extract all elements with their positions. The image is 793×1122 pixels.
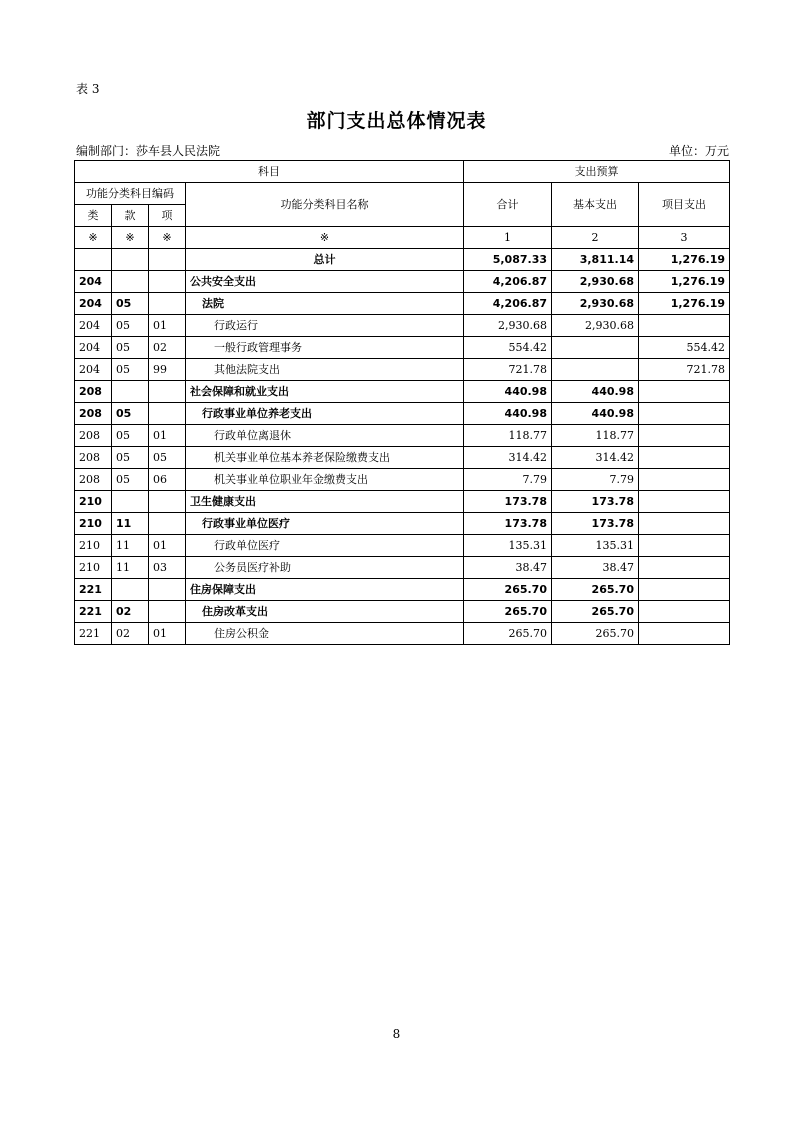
code-xiang-cell <box>149 271 186 293</box>
project-cell: 1,276.19 <box>639 249 730 271</box>
code-kuan-cell <box>112 271 149 293</box>
code-kuan-cell: 05 <box>112 469 149 491</box>
table-row <box>75 601 730 623</box>
basic-cell <box>552 359 639 381</box>
mark-cell: ※ <box>75 227 112 249</box>
table-row <box>75 579 730 601</box>
table-row <box>75 535 730 557</box>
project-cell: 1,276.19 <box>639 271 730 293</box>
table-row <box>75 337 730 359</box>
basic-cell: 3,811.14 <box>552 249 639 271</box>
basic-cell: 118.77 <box>552 425 639 447</box>
kuan-header: 款 <box>112 205 149 227</box>
total-cell: 7.79 <box>464 469 552 491</box>
code-xiang-cell <box>149 381 186 403</box>
code-kuan-cell: 05 <box>112 359 149 381</box>
code-xiang-cell <box>149 601 186 623</box>
total-cell: 440.98 <box>464 403 552 425</box>
code-xiang-cell: 05 <box>149 447 186 469</box>
code-kuan-cell: 05 <box>112 293 149 315</box>
total-cell: 2,930.68 <box>464 315 552 337</box>
total-cell: 38.47 <box>464 557 552 579</box>
table-row <box>75 403 730 425</box>
code-lei-cell: 221 <box>75 601 112 623</box>
project-cell: 721.78 <box>639 359 730 381</box>
project-cell: 1,276.19 <box>639 293 730 315</box>
name-header: 功能分类科目名称 <box>186 183 464 227</box>
budget-header: 支出预算 <box>464 161 730 183</box>
code-kuan-cell: 02 <box>112 601 149 623</box>
table-row <box>75 315 730 337</box>
page-title: 部门支出总体情况表 <box>306 110 487 132</box>
basic-cell: 2,930.68 <box>552 271 639 293</box>
total-cell: 265.70 <box>464 601 552 623</box>
code-xiang-cell: 01 <box>149 425 186 447</box>
project-cell <box>639 491 730 513</box>
subject-name-cell: 行政事业单位医疗 <box>186 513 464 535</box>
total-cell: 173.78 <box>464 513 552 535</box>
total-cell: 4,206.87 <box>464 293 552 315</box>
table-row <box>75 557 730 579</box>
total-cell: 554.42 <box>464 337 552 359</box>
table-row <box>75 469 730 491</box>
expenditure-table <box>74 160 730 645</box>
code-xiang-cell: 03 <box>149 557 186 579</box>
code-kuan-cell <box>112 491 149 513</box>
basic-cell: 314.42 <box>552 447 639 469</box>
code-lei-cell: 208 <box>75 381 112 403</box>
unit-label: 单位：万元 <box>668 144 729 158</box>
subject-name-cell: 行政单位离退休 <box>186 425 464 447</box>
table-label: 表 3 <box>76 82 100 96</box>
basic-cell: 173.78 <box>552 513 639 535</box>
code-lei-cell <box>75 249 112 271</box>
code-xiang-cell: 06 <box>149 469 186 491</box>
total-cell: 440.98 <box>464 381 552 403</box>
table-row <box>75 359 730 381</box>
subject-header: 科目 <box>75 161 464 183</box>
subject-name-cell: 总计 <box>186 249 464 271</box>
total-cell: 314.42 <box>464 447 552 469</box>
project-cell: 554.42 <box>639 337 730 359</box>
subject-name-cell: 行政事业单位养老支出 <box>186 403 464 425</box>
project-cell <box>639 315 730 337</box>
code-kuan-cell: 02 <box>112 623 149 645</box>
code-group-header: 功能分类科目编码 <box>75 183 186 205</box>
subject-name-cell: 一般行政管理事务 <box>186 337 464 359</box>
project-cell <box>639 469 730 491</box>
project-cell <box>639 579 730 601</box>
subject-name-cell: 住房改革支出 <box>186 601 464 623</box>
subject-name-cell: 卫生健康支出 <box>186 491 464 513</box>
table-row <box>75 293 730 315</box>
code-xiang-cell: 01 <box>149 535 186 557</box>
table-row <box>75 513 730 535</box>
project-cell <box>639 513 730 535</box>
project-cell <box>639 403 730 425</box>
mark-cell: ※ <box>149 227 186 249</box>
total-header: 合计 <box>464 183 552 227</box>
subject-name-cell: 法院 <box>186 293 464 315</box>
subject-name-cell: 行政运行 <box>186 315 464 337</box>
code-xiang-cell: 02 <box>149 337 186 359</box>
code-lei-cell: 210 <box>75 513 112 535</box>
basic-cell: 265.70 <box>552 579 639 601</box>
total-cell: 721.78 <box>464 359 552 381</box>
basic-cell: 2,930.68 <box>552 315 639 337</box>
total-cell: 5,087.33 <box>464 249 552 271</box>
col-number-1: 1 <box>464 227 552 249</box>
code-kuan-cell: 05 <box>112 447 149 469</box>
code-kuan-cell: 05 <box>112 315 149 337</box>
code-kuan-cell <box>112 579 149 601</box>
code-kuan-cell <box>112 381 149 403</box>
table-row <box>75 271 730 293</box>
basic-cell: 38.47 <box>552 557 639 579</box>
table-row <box>75 623 730 645</box>
basic-cell: 173.78 <box>552 491 639 513</box>
code-lei-cell: 221 <box>75 579 112 601</box>
table-row <box>75 249 730 271</box>
total-cell: 118.77 <box>464 425 552 447</box>
basic-cell: 440.98 <box>552 381 639 403</box>
subject-name-cell: 住房保障支出 <box>186 579 464 601</box>
basic-cell <box>552 337 639 359</box>
code-kuan-cell: 05 <box>112 403 149 425</box>
code-xiang-cell: 01 <box>149 315 186 337</box>
project-cell <box>639 601 730 623</box>
code-lei-cell: 204 <box>75 315 112 337</box>
page-number: 8 <box>392 1027 401 1041</box>
basic-cell: 2,930.68 <box>552 293 639 315</box>
code-kuan-cell: 05 <box>112 425 149 447</box>
col-number-3: 3 <box>639 227 730 249</box>
table-row <box>75 425 730 447</box>
project-cell <box>639 623 730 645</box>
code-xiang-cell <box>149 249 186 271</box>
mark-cell: ※ <box>186 227 464 249</box>
project-cell <box>639 557 730 579</box>
basic-cell: 135.31 <box>552 535 639 557</box>
subject-name-cell: 社会保障和就业支出 <box>186 381 464 403</box>
lei-header: 类 <box>75 205 112 227</box>
subject-name-cell: 行政单位医疗 <box>186 535 464 557</box>
code-lei-cell: 204 <box>75 337 112 359</box>
code-lei-cell: 204 <box>75 359 112 381</box>
total-cell: 135.31 <box>464 535 552 557</box>
code-lei-cell: 204 <box>75 271 112 293</box>
code-xiang-cell: 01 <box>149 623 186 645</box>
project-header: 项目支出 <box>639 183 730 227</box>
basic-cell: 7.79 <box>552 469 639 491</box>
code-xiang-cell <box>149 403 186 425</box>
table-row <box>75 491 730 513</box>
code-lei-cell: 208 <box>75 403 112 425</box>
code-lei-cell: 208 <box>75 469 112 491</box>
code-lei-cell: 210 <box>75 491 112 513</box>
basic-cell: 265.70 <box>552 623 639 645</box>
project-cell <box>639 381 730 403</box>
subject-name-cell: 机关事业单位基本养老保险缴费支出 <box>186 447 464 469</box>
department-label: 编制部门：莎车县人民法院 <box>76 144 221 158</box>
code-kuan-cell: 05 <box>112 337 149 359</box>
table-row <box>75 447 730 469</box>
project-cell <box>639 425 730 447</box>
code-xiang-cell <box>149 513 186 535</box>
basic-header: 基本支出 <box>552 183 639 227</box>
code-lei-cell: 210 <box>75 535 112 557</box>
code-kuan-cell <box>112 249 149 271</box>
project-cell <box>639 447 730 469</box>
basic-cell: 265.70 <box>552 601 639 623</box>
code-xiang-cell: 99 <box>149 359 186 381</box>
xiang-header: 项 <box>149 205 186 227</box>
code-kuan-cell: 11 <box>112 535 149 557</box>
subject-name-cell: 公务员医疗补助 <box>186 557 464 579</box>
code-lei-cell: 204 <box>75 293 112 315</box>
total-cell: 265.70 <box>464 623 552 645</box>
subject-name-cell: 机关事业单位职业年金缴费支出 <box>186 469 464 491</box>
code-kuan-cell: 11 <box>112 513 149 535</box>
total-cell: 265.70 <box>464 579 552 601</box>
code-xiang-cell <box>149 491 186 513</box>
subject-name-cell: 公共安全支出 <box>186 271 464 293</box>
mark-cell: ※ <box>112 227 149 249</box>
total-cell: 173.78 <box>464 491 552 513</box>
table-row <box>75 381 730 403</box>
code-lei-cell: 221 <box>75 623 112 645</box>
total-cell: 4,206.87 <box>464 271 552 293</box>
code-lei-cell: 208 <box>75 447 112 469</box>
code-lei-cell: 210 <box>75 557 112 579</box>
col-number-2: 2 <box>552 227 639 249</box>
subject-name-cell: 住房公积金 <box>186 623 464 645</box>
project-cell <box>639 535 730 557</box>
code-xiang-cell <box>149 579 186 601</box>
code-xiang-cell <box>149 293 186 315</box>
basic-cell: 440.98 <box>552 403 639 425</box>
code-lei-cell: 208 <box>75 425 112 447</box>
subject-name-cell: 其他法院支出 <box>186 359 464 381</box>
code-kuan-cell: 11 <box>112 557 149 579</box>
